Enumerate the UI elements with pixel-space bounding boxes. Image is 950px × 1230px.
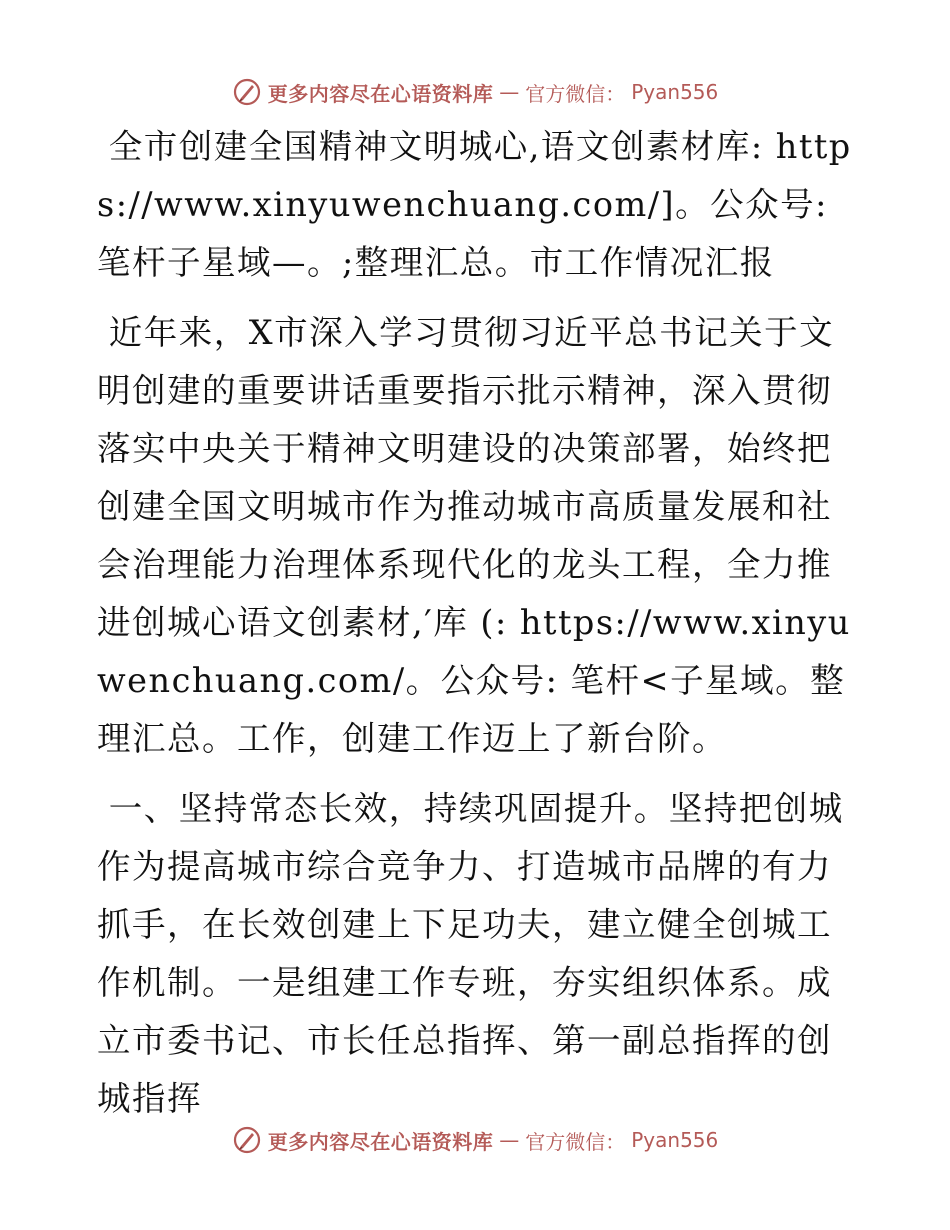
watermark-separator: — (499, 80, 520, 104)
watermark-wechat-label: 官方微信： (525, 81, 626, 106)
feather-pen-logo-icon (232, 1125, 262, 1155)
feather-pen-logo-icon (232, 77, 262, 107)
watermark-wechat-id: Pyan556 (631, 80, 719, 104)
footer-watermark-banner (0, 1120, 950, 1160)
header-watermark-banner (0, 72, 950, 112)
paragraph-section-one: 一、坚持常态长效，持续巩固提升。坚持把创城作为提高城市综合竞争力、打造城市品牌的有力抓手，在长效创建上下足功夫，建立健全创城工作机制。一是组建工作专班，夯实组织体系。成立市委书记、市长任总指挥、第一副总指挥的创城指挥 (97, 789, 844, 1118)
document-body (97, 118, 852, 1140)
watermark-site-text: 更多内容尽在心语资料库 (267, 81, 494, 106)
watermark-wechat-label: 官方微信： (525, 1129, 626, 1154)
watermark-separator: — (499, 1128, 520, 1152)
watermark-site-text: 更多内容尽在心语资料库 (267, 1129, 494, 1154)
watermark-wechat-id: Pyan556 (631, 1128, 719, 1152)
paragraph-title: 全市创建全国精神文明城心,语文创素材库: https://www.xinyuwenchuang.com/]。公众号: 笔杆子星域—。;整理汇总。市工作情况汇报 (97, 127, 852, 282)
paragraph-intro: 近年来，X市深入学习贯彻习近平总书记关于文明创建的重要讲话重要指示批示精神，深入贯彻落实中央关于精神文明建设的决策部署，始终把创建全国文明城市作为推动城市高质量发展和社会治理能力治理体系现代化的龙头工程，全力推进创城心语文创素材,′库 (: https://www.xinyuwenchuang.com/。公众号: 笔杆<子星域。整理汇总。工作，创建工作迈上了新台阶。 (97, 313, 851, 758)
